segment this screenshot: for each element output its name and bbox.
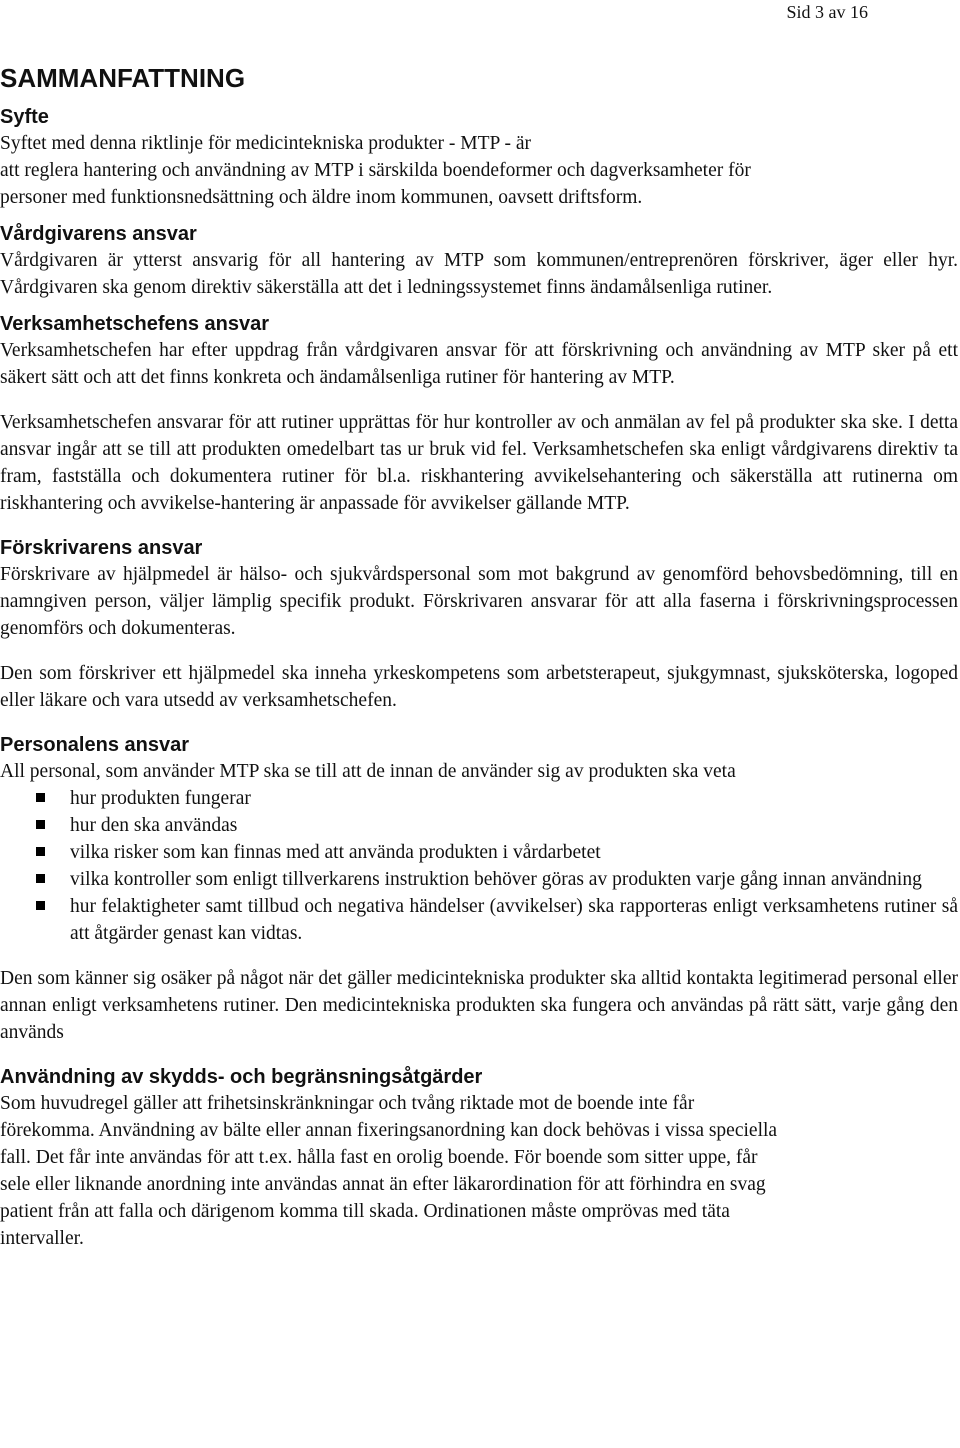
section-heading: Verksamhetschefens ansvar [0,313,270,335]
list-item: hur felaktigheter samt tillbud och negativa händelser (avvikelser) ska rapporteras enligt verksamhetens rutiner så att åtgärder genast kan vidtas. [0,893,958,947]
text-line: Som huvudregel gäller att frihetsinskränkningar och tvång riktade mot de boende inte får [0,1093,695,1114]
paragraph: Den som känner sig osäker på något när det gäller medicintekniska produkter ska alltid kontakta legitimerad personal eller annan enligt verksamhetens rutiner. Den medicintekniska produkten ska fungera och användas på rätt sätt, varje gång den används [0,968,958,1043]
document-title: SAMMANFATTNING [0,63,246,93]
paragraph: Verksamhetschefen ansvarar för att rutiner upprättas för hur kontroller av och anmälan av fel på produkter ska ske. I detta ansvar ingår att se till att produkten omedelbart tas ur bruk vid fel. Verksamhetschefen ska enligt vårdgivarens direktiv ta fram, fastställa och dokumentera rutiner för bl.a. riskhantering avvikelsehantering och säkerställa att rutinerna om riskhantering och avvikelse-hantering är anpassade för avvikelser gällande MTP. [0,412,958,514]
paragraph: Vårdgivaren är ytterst ansvarig för all hantering av MTP som kommunen/entreprenören förskriver, äger eller hyr. Vårdgivaren ska genom direktiv säkerställa att det i ledningssystemet finns ändamålsenliga rutiner. [0,250,958,298]
text-line: sele eller liknande anordning inte användas annat än efter läkarordination för att förhindra en svag [0,1174,766,1195]
text-line: förekomma. Användning av bälte eller annan fixeringsanordning kan dock behövas i vissa speciella [0,1120,778,1141]
list-item: hur den ska användas [0,812,958,839]
section-verksamhetschef [0,311,958,517]
text-line: patient från att falla och därigenom komma till skada. Ordinationen måste omprövas med täta [0,1201,730,1222]
bullet-list [0,785,958,947]
section-heading: Användning av skydds- och begränsningsåtgärder [0,1066,483,1088]
square-bullet-icon [36,793,45,802]
square-bullet-icon [36,874,45,883]
list-item: hur produkten fungerar [0,785,958,812]
text-line: personer med funktionsnedsättning och äldre inom kommunen, oavsett driftsform. [0,187,643,208]
section-vardgivare [0,221,958,301]
section-heading: Personalens ansvar [0,734,189,756]
paragraph: Verksamhetschefen har efter uppdrag från vårdgivaren ansvar för att förskrivning och användning av MTP sker på ett säkert sätt och att det finns konkreta och ändamålsenliga rutiner för hantering av MTP. [0,340,958,388]
paragraph: Den som förskriver ett hjälpmedel ska inneha yrkeskompetens som arbetsterapeut, sjukgymnast, sjuksköterska, logoped eller läkare och vara utsedd av verksamhetschefen. [0,663,958,711]
section-personal [0,732,958,1046]
text-line: fall. Det får inte användas för att t.ex. hålla fast en orolig boende. För boende som sitter uppe, får [0,1147,758,1168]
square-bullet-icon [36,847,45,856]
paragraph: All personal, som använder MTP ska se till att de innan de använder sig av produkten ska veta [0,761,736,782]
section-forskrivare [0,535,958,714]
text-line: intervaller. [0,1228,84,1249]
section-skydd [0,1064,958,1252]
text-line: att reglera hantering och användning av MTP i särskilda boendeformer och dagverksamheter för [0,160,751,181]
section-heading: Förskrivarens ansvar [0,537,203,559]
section-heading: Syfte [0,106,49,128]
document-body [0,60,958,1252]
list-item: vilka risker som kan finnas med att använda produkten i vårdarbetet [0,839,958,866]
square-bullet-icon [36,901,45,910]
paragraph: Förskrivare av hjälpmedel är hälso- och sjukvårdspersonal som mot bakgrund av genomförd behovsbedömning, till en namngiven person, väljer lämplig specifik produkt. Förskrivaren ansvarar för att alla faserna i förskrivningsprocessen genomförs och dokumenteras. [0,564,958,639]
list-item: vilka kontroller som enligt tillverkarens instruktion behöver göras av produkten varje gång innan användning [0,866,958,893]
section-heading: Vårdgivarens ansvar [0,223,197,245]
text-line: Syftet med denna riktlinje för medicintekniska produkter - MTP - är [0,133,532,154]
section-syfte [0,104,958,211]
square-bullet-icon [36,820,45,829]
page-number: Sid 3 av 16 [786,2,868,22]
